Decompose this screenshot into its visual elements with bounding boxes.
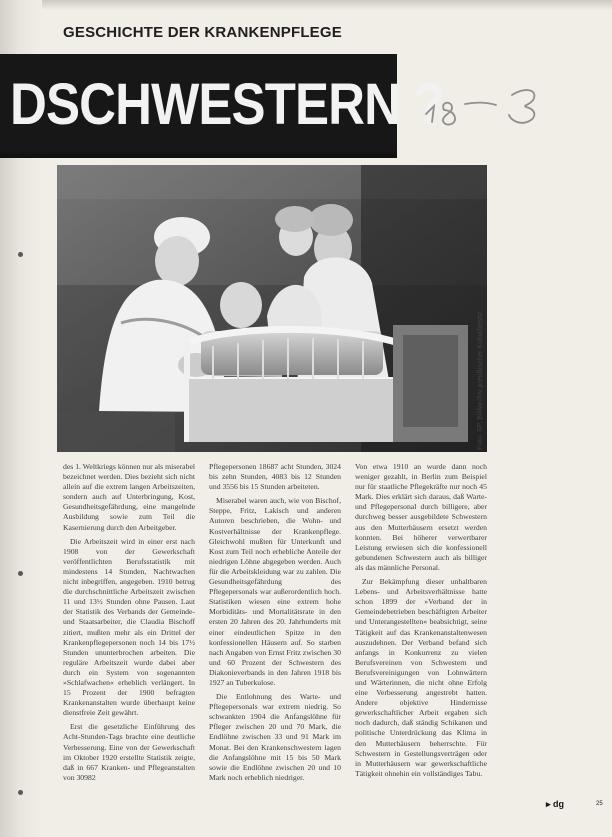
binding-hole-2 xyxy=(18,571,23,576)
photo-credit: Foto: SP, Bildarchiv preußischer Kulturbesitz xyxy=(477,312,484,450)
article-column-3 xyxy=(355,462,487,783)
article-photo xyxy=(57,165,487,452)
column-1-paragraph-1: des 1. Weltkriegs können nur als miserabel bezeichnet werden. Dies bezieht sich nicht allein auf die extrem langen Arbeitszeiten, sondern auch auf Unterbringung, Kost, Gesundheitsgefährdung, eine mangelnde Ausbildung sowie zum Teil die Kasernierung durch den Arbeitgeber. xyxy=(63,462,195,532)
page-number: 25 xyxy=(596,801,603,807)
article-body xyxy=(63,462,490,817)
column-2-paragraph-2: Miserabel waren auch, wie von Bischof, Steppe, Fritz, Lakisch und anderen Autoren beschrieben, die Wohn- und Kostverhältnisse der Krankenpflege. Gleichwohl mußten für Unterkunft und Kost zum Teil noch erhebliche Anteile der niedrigen Löhne abgegeben werden. Auch für die Arbeitskleidung war zu zahlen. Die Gesundheitsgefährdung des Pflegepersonals war außerordentlich hoch. Statistiken wiesen eine extrem hohe Morbiditäts- und Mortalitätsrate in den ersten 20 Jahren des 20. Jahrhunderts mit einer eindeutlichen Spitze in den konfessionellen Häusern auf. So starben nach Angaben von Ernst Fritz zwischen 30 und 60 Prozent der Schwestern des Diakonieverbands in den Jahren 1918 bis 1927 an Tuberkulose. xyxy=(209,496,341,687)
binding-hole-3 xyxy=(18,790,23,795)
column-1-paragraph-2: Die Arbeitszeit wird in einer erst nach 1908 von der Gewerkschaft veröffentlichten Berufsstatistik mit mindestens 14 Stunden, Nachtwachen nicht inbegriffen, angegeben. 1910 betrug die durchschnittliche Arbeitszeit zwischen 11 und 13½ Stunden ohne Pausen. Laut der Statistik des Verbands der Gemeinde- und Staatsarbeiter, die Claudia Bischoff zitiert, mußten mehr als ein Drittel der Krankenpflegepersonen noch 14 bis 17½ Stunden ununterbrochen arbeiten. Die reguläre Arbeitszeit wurde dabei aber durch ein System von sogenannten »Schlafwachen« erheblich verlängert. In 15 Prozent der 1900 befragten Krankenanstalten wurde überhaupt keine dienstfreie Zeit gewährt. xyxy=(63,536,195,718)
title-band xyxy=(0,54,444,158)
top-edge-band xyxy=(0,0,612,10)
column-2-paragraph-1: Pflegepersonen 18687 acht Stunden, 3024 bis zehn Stunden, 4083 bis 12 Stunden und 3556 bis 15 Stunden arbeiteten. xyxy=(209,462,341,492)
column-3-paragraph-2: Zur Bekämpfung dieser unhaltbaren Lebens- und Arbeitsverhältnisse hatte schon 1899 der »Verband der in Gemeindebetrieben beschäftigten Arbeiter und Unterangestellten« beabsichtigt, seine Tätigkeit auf das Krankenanstaltenwesen auszudehnen. Der Verband befand sich anfangs in Konkurrenz zu vielen Berufsvereinen von Schwestern und Berufsvereinigungen von Lohnwärtern und Wärterinnen, die nicht ohne Erfolg eine Verbesserung angestrebt hatten. Andere objektive Hindernisse gewerkschaftlicher Arbeit ergaben sich noch dadurch, daß ständig Schikanen und politische Unterdrückung das Klima in den Mutterhäusern beherrschte. Für Schwestern in Gestellungsverträgen oder in Mutterhäusern war gewerkschaftliche Tätigkeit ohnehin ein vollständiges Tabu. xyxy=(355,577,487,778)
article-column-2 xyxy=(209,462,341,787)
column-2-paragraph-3: Die Entlohnung des Warte- und Pflegepersonals war extrem niedrig. So schwankten 1904 die Anfangslöhne für Pfleger zwischen 20 und 70 Mark, die Endlöhne zwischen 33 und 91 Mark im Monat. Bei den Krankenschwestern lagen die Anfangslöhne mit 15 bis 50 Mark sowie die Endlöhne zwischen 20 und 10 Mark noch erheblich niedriger. xyxy=(209,692,341,782)
footer-mark: ▸ dg xyxy=(546,799,565,809)
column-3-paragraph-1: Von etwa 1910 an wurde dann noch weniger gezahlt, in Berlin zum Beispiel nur für staatliche Pflegekräfte nur noch 45 Mark. Dies erklärt sich daraus, daß Warte- und Pflegepersonal durch billigere, aber durchweg besser ausgebildete Schwestern aus den Mutterhäusern ersetzt werden konnten. Bei höherer verwertbarer Leistung erwiesen sich die konfessionell gebundenen Schwestern auch als billiger als das männliche Personal. xyxy=(355,462,487,572)
column-1-paragraph-3: Erst die gesetzliche Einführung des Acht-Stunden-Tags brachte eine deutliche Verbesserung. Eine von der Gewerkschaft im Oktober 1920 erstellte Statistik zeigte, daß in 667 Kranken- und Pflegeanstalten von 30982 xyxy=(63,722,195,782)
handwritten-annotation xyxy=(418,80,563,128)
main-title: DSCHWESTERN ? xyxy=(10,72,444,137)
binding-hole-1 xyxy=(18,252,23,257)
article-column-1 xyxy=(63,462,195,787)
section-header: GESCHICHTE DER KRANKENPFLEGE xyxy=(63,24,342,41)
